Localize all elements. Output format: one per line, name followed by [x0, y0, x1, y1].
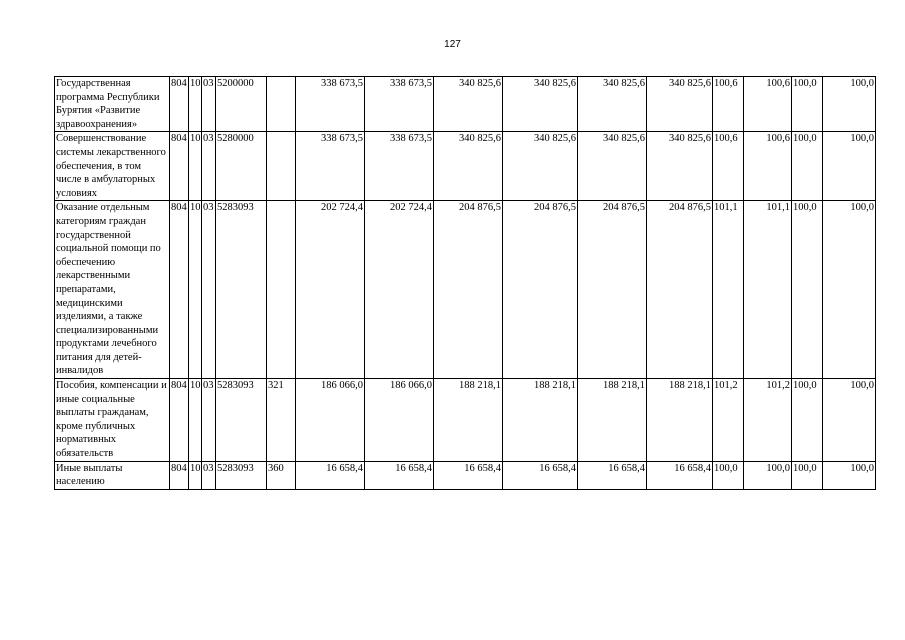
- amount-5: 340 825,6: [578, 132, 647, 201]
- amount-6: 204 876,5: [647, 201, 713, 379]
- amount-3: 188 218,1: [434, 379, 503, 462]
- expense-type-code: [267, 77, 296, 132]
- amount-1: 202 724,4: [296, 201, 365, 379]
- amount-5: 340 825,6: [578, 77, 647, 132]
- section-code: 10: [189, 77, 202, 132]
- subsection-code: 03: [202, 132, 216, 201]
- amount-6: 16 658,4: [647, 461, 713, 489]
- amount-1: 16 658,4: [296, 461, 365, 489]
- amount-4: 16 658,4: [503, 461, 578, 489]
- table-row: [55, 132, 876, 201]
- percent-3: 100,0: [792, 461, 823, 489]
- ministry-code: 804: [170, 77, 189, 132]
- percent-1: 101,2: [713, 379, 744, 462]
- percent-3: 100,0: [792, 201, 823, 379]
- ministry-code: 804: [170, 461, 189, 489]
- amount-1: 186 066,0: [296, 379, 365, 462]
- ministry-code: 804: [170, 132, 189, 201]
- amount-2: 338 673,5: [365, 132, 434, 201]
- subsection-code: 03: [202, 461, 216, 489]
- amount-4: 340 825,6: [503, 77, 578, 132]
- amount-4: 340 825,6: [503, 132, 578, 201]
- budget-table: [54, 76, 876, 490]
- amount-1: 338 673,5: [296, 77, 365, 132]
- percent-2: 100,6: [744, 77, 792, 132]
- percent-1: 101,1: [713, 201, 744, 379]
- percent-2: 100,6: [744, 132, 792, 201]
- percent-4: 100,0: [823, 201, 876, 379]
- amount-6: 188 218,1: [647, 379, 713, 462]
- percent-2: 101,1: [744, 201, 792, 379]
- amount-2: 16 658,4: [365, 461, 434, 489]
- percent-4: 100,0: [823, 379, 876, 462]
- row-name: Пособия, компенсации и иные социальные выплаты гражданам, кроме публичных нормативных обязательств: [55, 379, 170, 462]
- amount-5: 188 218,1: [578, 379, 647, 462]
- target-article-code: 5283093: [216, 461, 267, 489]
- row-name: Иные выплаты населению: [55, 461, 170, 489]
- table-row: [55, 461, 876, 489]
- percent-3: 100,0: [792, 379, 823, 462]
- section-code: 10: [189, 461, 202, 489]
- target-article-code: 5200000: [216, 77, 267, 132]
- percent-3: 100,0: [792, 77, 823, 132]
- amount-1: 338 673,5: [296, 132, 365, 201]
- row-name: Оказание отдельным категориям граждан государственной социальной помощи по обеспечению лекарственными препаратами, медицинскими изделиями, а также специализированными продуктами лечебного питания для детей-инвалидов: [55, 201, 170, 379]
- target-article-code: 5283093: [216, 379, 267, 462]
- amount-2: 202 724,4: [365, 201, 434, 379]
- percent-4: 100,0: [823, 77, 876, 132]
- table-row: [55, 379, 876, 462]
- subsection-code: 03: [202, 201, 216, 379]
- subsection-code: 03: [202, 379, 216, 462]
- amount-6: 340 825,6: [647, 132, 713, 201]
- row-name: Государственная программа Республики Бурятия «Развитие здравоохранения»: [55, 77, 170, 132]
- percent-1: 100,6: [713, 132, 744, 201]
- amount-4: 204 876,5: [503, 201, 578, 379]
- amount-2: 338 673,5: [365, 77, 434, 132]
- section-code: 10: [189, 132, 202, 201]
- section-code: 10: [189, 379, 202, 462]
- expense-type-code: 321: [267, 379, 296, 462]
- percent-2: 101,2: [744, 379, 792, 462]
- subsection-code: 03: [202, 77, 216, 132]
- percent-4: 100,0: [823, 132, 876, 201]
- table-row: [55, 77, 876, 132]
- section-code: 10: [189, 201, 202, 379]
- page-number: 127: [444, 39, 461, 50]
- table-row: [55, 201, 876, 379]
- expense-type-code: [267, 201, 296, 379]
- expense-type-code: 360: [267, 461, 296, 489]
- target-article-code: 5280000: [216, 132, 267, 201]
- percent-3: 100,0: [792, 132, 823, 201]
- amount-4: 188 218,1: [503, 379, 578, 462]
- percent-1: 100,0: [713, 461, 744, 489]
- expense-type-code: [267, 132, 296, 201]
- amount-6: 340 825,6: [647, 77, 713, 132]
- amount-3: 340 825,6: [434, 77, 503, 132]
- percent-1: 100,6: [713, 77, 744, 132]
- ministry-code: 804: [170, 201, 189, 379]
- percent-2: 100,0: [744, 461, 792, 489]
- amount-3: 204 876,5: [434, 201, 503, 379]
- row-name: Совершенствование системы лекарственного обеспечения, в том числе в амбулаторных условиях: [55, 132, 170, 201]
- amount-3: 16 658,4: [434, 461, 503, 489]
- amount-3: 340 825,6: [434, 132, 503, 201]
- ministry-code: 804: [170, 379, 189, 462]
- target-article-code: 5283093: [216, 201, 267, 379]
- amount-5: 204 876,5: [578, 201, 647, 379]
- percent-4: 100,0: [823, 461, 876, 489]
- amount-5: 16 658,4: [578, 461, 647, 489]
- amount-2: 186 066,0: [365, 379, 434, 462]
